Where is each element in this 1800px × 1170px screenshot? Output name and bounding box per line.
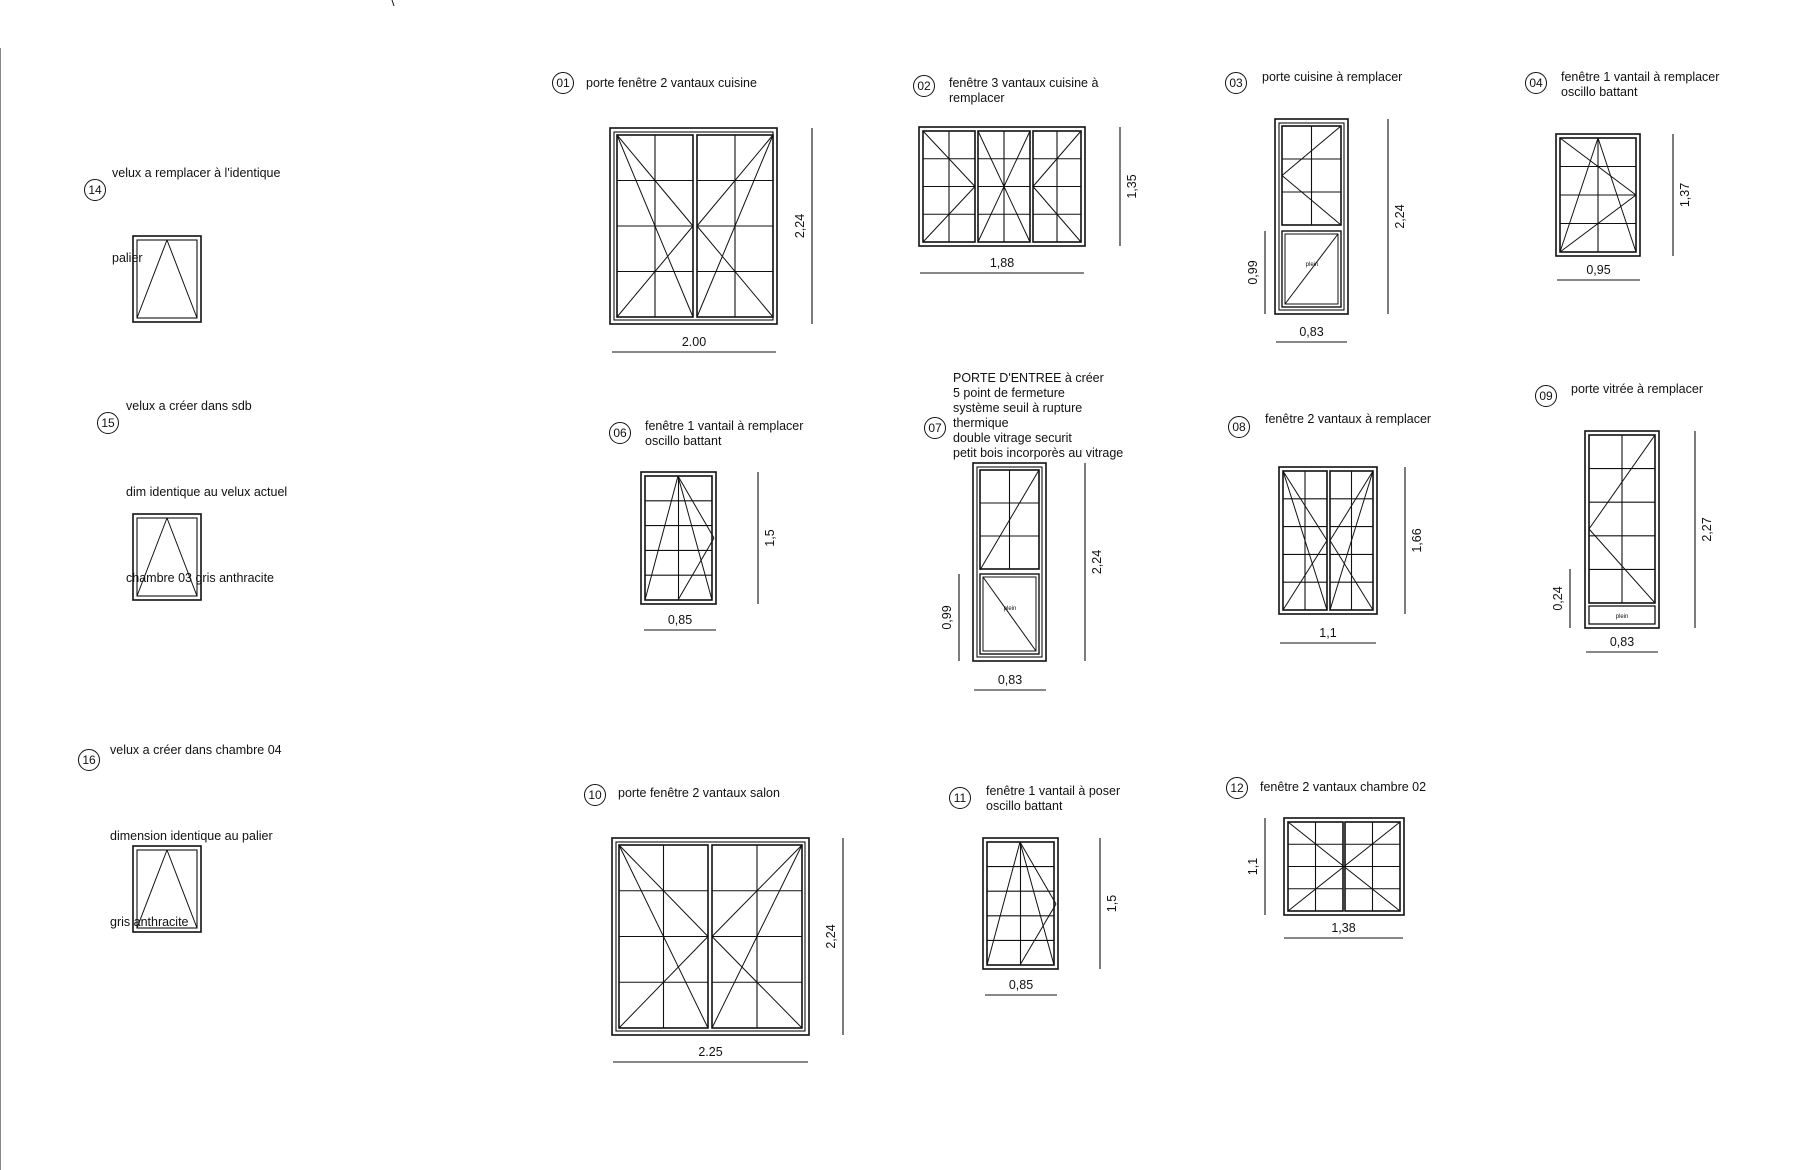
label-line: fenêtre 3 vantaux cuisine à bbox=[949, 76, 1099, 90]
height-dimension-text: 2,24 bbox=[1090, 549, 1104, 575]
number-badge-text: 15 bbox=[101, 416, 115, 430]
width-dimension-text: 0,85 bbox=[1008, 978, 1034, 992]
label-line: oscillo battant bbox=[1561, 85, 1638, 99]
number-badge-text: 08 bbox=[1232, 420, 1246, 434]
item-w10 bbox=[585, 785, 844, 1063]
label-line: oscillo battant bbox=[645, 434, 722, 448]
item-w03 bbox=[1226, 70, 1408, 342]
label-line: PORTE D'ENTREE à créer bbox=[953, 371, 1104, 385]
tilt-symbol bbox=[678, 476, 712, 600]
item-w16 bbox=[79, 743, 282, 932]
opening-symbol bbox=[983, 577, 1036, 651]
item-w15 bbox=[98, 399, 288, 600]
item-w04 bbox=[1526, 70, 1720, 280]
label-line: fenêtre 1 vantail à remplacer bbox=[1561, 70, 1720, 84]
height-dimension-text: 0,99 bbox=[1246, 260, 1260, 285]
tilt-symbol bbox=[167, 240, 197, 318]
label-line: oscillo battant bbox=[986, 799, 1063, 813]
number-badge-text: 14 bbox=[88, 183, 102, 197]
number-badge-text: 12 bbox=[1230, 781, 1244, 795]
panel-text: plein bbox=[1305, 262, 1319, 268]
width-dimension-text: 2.00 bbox=[681, 335, 707, 349]
height-dimension-text: 1,35 bbox=[1125, 174, 1139, 199]
width-dimension-text: 0,83 bbox=[1609, 635, 1635, 649]
item-w01 bbox=[553, 73, 813, 353]
panel-text: plein bbox=[1615, 614, 1629, 620]
width-dimension-text: 0,85 bbox=[667, 613, 693, 627]
tilt-symbol bbox=[645, 476, 678, 600]
label-line: porte vitrée à remplacer bbox=[1571, 382, 1704, 396]
swing-symbol bbox=[678, 538, 714, 600]
height-dimension-text: 1,5 bbox=[1105, 894, 1119, 913]
number-badge-text: 09 bbox=[1539, 389, 1553, 403]
velux-frame bbox=[133, 514, 201, 600]
label-line: fenêtre 1 vantail à poser bbox=[986, 784, 1121, 798]
number-badge-text: 10 bbox=[588, 788, 602, 802]
label-line: fenêtre 2 vantaux chambre 02 bbox=[1260, 780, 1427, 794]
item-w09 bbox=[1536, 382, 1715, 652]
label-line: gris anthracite bbox=[110, 915, 189, 929]
number-badge-text: 16 bbox=[82, 753, 96, 767]
number-badge-text: 01 bbox=[556, 76, 570, 90]
width-dimension-text: 1,38 bbox=[1331, 921, 1356, 935]
label-line: velux a créer dans chambre 04 bbox=[110, 743, 282, 757]
label-line: thermique bbox=[953, 416, 1009, 430]
item-w02 bbox=[914, 76, 1140, 274]
height-dimension-text: 2,27 bbox=[1700, 517, 1714, 542]
tilt-symbol bbox=[987, 842, 1020, 965]
label-line: système seuil à rupture bbox=[953, 401, 1083, 415]
label-line: double vitrage securit bbox=[953, 431, 1072, 445]
height-dimension-text: 1,1 bbox=[1246, 857, 1260, 876]
label-line: palier bbox=[112, 251, 143, 265]
number-badge-text: 03 bbox=[1229, 76, 1243, 90]
height-dimension-text: 0,99 bbox=[940, 605, 954, 630]
width-dimension-text: 1,1 bbox=[1319, 626, 1337, 640]
width-dimension-text: 1,88 bbox=[989, 256, 1015, 270]
height-dimension-text: 2,24 bbox=[1393, 204, 1407, 229]
label-line: dim identique au velux actuel bbox=[126, 485, 288, 499]
velux-sash bbox=[137, 240, 197, 318]
item-w11 bbox=[950, 784, 1121, 995]
width-dimension-text: 0,95 bbox=[1586, 263, 1611, 277]
number-badge-text: 02 bbox=[917, 79, 931, 93]
width-dimension-text: 2.25 bbox=[698, 1045, 723, 1059]
label-line: velux a créer dans sdb bbox=[126, 399, 252, 413]
sheet-mark bbox=[392, 0, 394, 6]
swing-symbol bbox=[1020, 842, 1056, 904]
number-badge-text: 04 bbox=[1529, 76, 1543, 90]
label-line: fenêtre 2 vantaux à remplacer bbox=[1265, 412, 1432, 426]
height-dimension-text: 1,37 bbox=[1678, 182, 1692, 208]
label-line: porte fenêtre 2 vantaux salon bbox=[618, 786, 780, 800]
number-badge-text: 11 bbox=[953, 791, 967, 805]
label-line: petit bois incorporès au vitrage bbox=[953, 446, 1124, 460]
item-w07 bbox=[925, 371, 1124, 690]
label-line: velux a remplacer à l'identique bbox=[112, 166, 281, 180]
panel-text: plein bbox=[1003, 606, 1017, 612]
label-line: porte cuisine à remplacer bbox=[1262, 70, 1403, 84]
label-line: remplacer bbox=[949, 91, 1005, 105]
number-badge-text: 07 bbox=[928, 421, 942, 435]
label-line: chambre 03 gris anthracite bbox=[126, 571, 274, 585]
height-dimension-text: 2,24 bbox=[793, 213, 807, 239]
label-line: fenêtre 1 vantail à remplacer bbox=[645, 419, 804, 433]
item-w14 bbox=[85, 166, 281, 322]
width-dimension-text: 0,83 bbox=[997, 673, 1023, 687]
label-line: porte fenêtre 2 vantaux cuisine bbox=[586, 76, 757, 90]
velux-frame bbox=[133, 236, 201, 322]
item-w12 bbox=[1227, 778, 1427, 939]
item-w06 bbox=[610, 419, 804, 630]
swing-symbol bbox=[1020, 904, 1056, 965]
height-dimension-text: 1,5 bbox=[763, 529, 777, 547]
height-dimension-text: 0,24 bbox=[1551, 586, 1565, 611]
tilt-symbol bbox=[1020, 842, 1054, 965]
label-line: dimension identique au palier bbox=[110, 829, 273, 843]
width-dimension-text: 0,83 bbox=[1299, 325, 1324, 339]
height-dimension-text: 1,66 bbox=[1410, 528, 1424, 553]
item-w08 bbox=[1229, 412, 1432, 643]
number-badge-text: 06 bbox=[613, 426, 627, 440]
opening-symbol bbox=[1285, 234, 1338, 304]
label-line: 5 point de fermeture bbox=[953, 386, 1065, 400]
height-dimension-text: 2,24 bbox=[824, 924, 838, 949]
swing-symbol bbox=[678, 476, 714, 538]
